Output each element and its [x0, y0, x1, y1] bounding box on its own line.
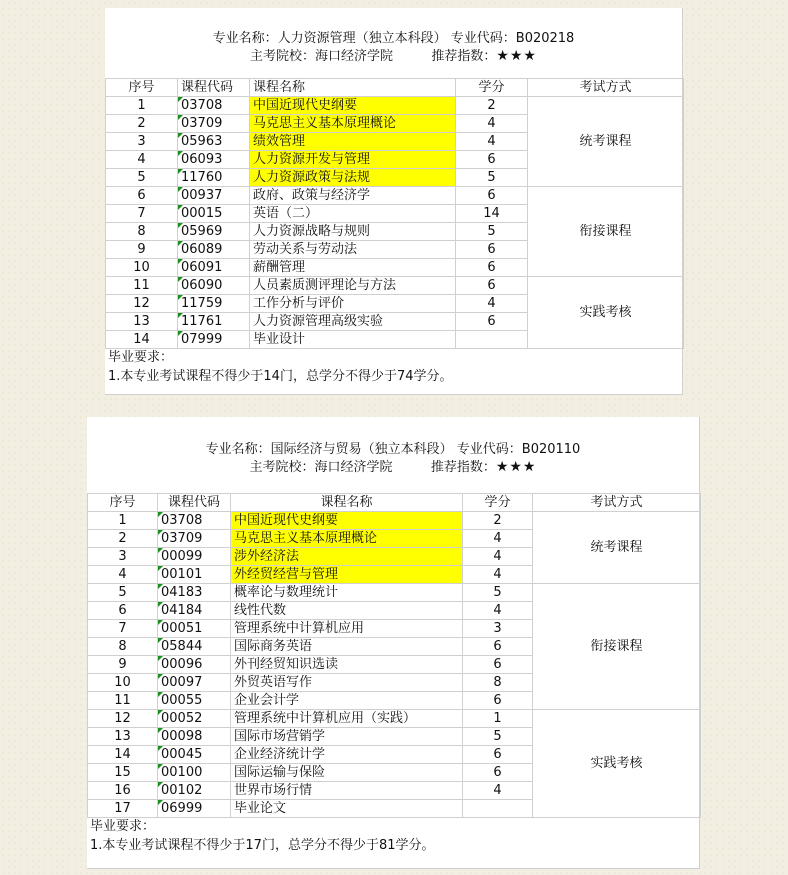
course-code: 06089 — [178, 241, 250, 259]
exam-school: 主考院校：海口经济学院 — [250, 49, 394, 64]
course-code: 06090 — [178, 277, 250, 295]
course-code: 00051 — [158, 620, 231, 638]
row-number: 13 — [88, 728, 158, 746]
course-credit: 4 — [456, 115, 528, 133]
course-code: 00101 — [158, 566, 231, 584]
course-credit — [456, 331, 528, 349]
row-number: 13 — [106, 313, 178, 331]
course-name: 线性代数 — [231, 602, 463, 620]
row-number: 10 — [88, 674, 158, 692]
exam-school: 主考院校：海口经济学院 — [249, 460, 393, 475]
course-name: 绩效管理 — [250, 133, 456, 151]
col-header-name: 课程名称 — [250, 79, 456, 97]
course-code: 00096 — [158, 656, 231, 674]
course-name: 毕业论文 — [231, 800, 463, 818]
requirement-text: 1.本专业考试课程不得少于17门，总学分不得少于81学分。 — [90, 838, 435, 853]
curriculum-card-trade — [87, 417, 700, 869]
course-credit: 4 — [463, 782, 533, 800]
course-name: 人力资源战略与规则 — [250, 223, 456, 241]
row-number: 6 — [106, 187, 178, 205]
course-code: 03708 — [178, 97, 250, 115]
col-header-exam: 考试方式 — [533, 494, 701, 512]
course-name: 英语（二） — [250, 205, 456, 223]
col-header-name: 课程名称 — [231, 494, 463, 512]
row-number: 3 — [88, 548, 158, 566]
course-credit: 4 — [456, 295, 528, 313]
row-number: 14 — [106, 331, 178, 349]
course-code: 00100 — [158, 764, 231, 782]
course-name: 国际市场营销学 — [231, 728, 463, 746]
recommend-label: 推荐指数： — [430, 460, 496, 475]
course-name: 国际商务英语 — [231, 638, 463, 656]
course-credit: 6 — [456, 151, 528, 169]
row-number: 14 — [88, 746, 158, 764]
row-number: 1 — [106, 97, 178, 115]
row-number: 9 — [88, 656, 158, 674]
course-name: 涉外经济法 — [231, 548, 463, 566]
exam-method: 实践考核 — [528, 277, 684, 349]
course-credit: 6 — [456, 313, 528, 331]
course-name: 外贸英语写作 — [231, 674, 463, 692]
course-credit: 4 — [463, 566, 533, 584]
course-name: 概率论与数理统计 — [231, 584, 463, 602]
course-name: 人力资源开发与管理 — [250, 151, 456, 169]
requirement-text: 1.本专业考试课程不得少于14门，总学分不得少于74学分。 — [108, 369, 453, 384]
course-code: 00055 — [158, 692, 231, 710]
col-header-code: 课程代码 — [178, 79, 250, 97]
course-credit: 6 — [463, 638, 533, 656]
course-name: 薪酬管理 — [250, 259, 456, 277]
row-number: 4 — [106, 151, 178, 169]
course-code: 04184 — [158, 602, 231, 620]
course-name: 人力资源政策与法规 — [250, 169, 456, 187]
row-number: 3 — [106, 133, 178, 151]
course-credit: 4 — [463, 548, 533, 566]
row-number: 5 — [88, 584, 158, 602]
course-credit: 8 — [463, 674, 533, 692]
col-header-no: 序号 — [106, 79, 178, 97]
course-name: 人员素质测评理论与方法 — [250, 277, 456, 295]
row-number: 10 — [106, 259, 178, 277]
table-row — [106, 97, 684, 115]
course-code: 05963 — [178, 133, 250, 151]
course-credit: 6 — [463, 692, 533, 710]
course-code: 06999 — [158, 800, 231, 818]
course-credit: 4 — [463, 530, 533, 548]
row-number: 7 — [106, 205, 178, 223]
row-number: 15 — [88, 764, 158, 782]
course-credit: 6 — [463, 764, 533, 782]
course-code: 06093 — [178, 151, 250, 169]
course-credit: 6 — [463, 746, 533, 764]
course-code: 00097 — [158, 674, 231, 692]
course-credit: 4 — [456, 133, 528, 151]
course-code: 00937 — [178, 187, 250, 205]
course-code: 11759 — [178, 295, 250, 313]
course-table — [105, 78, 684, 349]
course-name: 工作分析与评价 — [250, 295, 456, 313]
row-number: 1 — [88, 512, 158, 530]
course-code: 07999 — [178, 331, 250, 349]
star-rating-icon: ★★★ — [496, 48, 537, 64]
course-name: 毕业设计 — [250, 331, 456, 349]
course-code: 05844 — [158, 638, 231, 656]
course-name: 世界市场行情 — [231, 782, 463, 800]
table-header-row — [106, 79, 684, 97]
course-credit: 6 — [456, 277, 528, 295]
course-credit: 5 — [463, 584, 533, 602]
course-code: 11760 — [178, 169, 250, 187]
course-credit: 2 — [463, 512, 533, 530]
course-name: 企业会计学 — [231, 692, 463, 710]
course-credit: 14 — [456, 205, 528, 223]
row-number: 6 — [88, 602, 158, 620]
course-code: 06091 — [178, 259, 250, 277]
star-rating-icon: ★★★ — [495, 459, 537, 475]
course-code: 00099 — [158, 548, 231, 566]
recommend-label: 推荐指数： — [431, 49, 497, 64]
course-code: 04183 — [158, 584, 231, 602]
course-credit: 1 — [463, 710, 533, 728]
col-header-credit: 学分 — [456, 79, 528, 97]
course-credit: 3 — [463, 620, 533, 638]
row-number: 5 — [106, 169, 178, 187]
course-name: 外经贸经营与管理 — [231, 566, 463, 584]
course-code: 03709 — [178, 115, 250, 133]
table-header-row — [88, 494, 701, 512]
course-name: 马克思主义基本原理概论 — [250, 115, 456, 133]
course-code: 00102 — [158, 782, 231, 800]
course-code: 00015 — [178, 205, 250, 223]
course-credit — [463, 800, 533, 818]
requirement-title: 毕业要求： — [108, 350, 174, 365]
exam-method: 衔接课程 — [528, 187, 684, 277]
course-name: 管理系统中计算机应用（实践） — [231, 710, 463, 728]
course-credit: 6 — [463, 656, 533, 674]
row-number: 9 — [106, 241, 178, 259]
course-credit: 2 — [456, 97, 528, 115]
course-code: 05969 — [178, 223, 250, 241]
course-code: 03709 — [158, 530, 231, 548]
course-name: 人力资源管理高级实验 — [250, 313, 456, 331]
col-header-exam: 考试方式 — [528, 79, 684, 97]
row-number: 11 — [106, 277, 178, 295]
course-credit: 4 — [463, 602, 533, 620]
row-number: 2 — [88, 530, 158, 548]
major-title: 专业名称：国际经济与贸易（独立本科段） 专业代码：B020110 — [205, 442, 581, 457]
curriculum-card-hr — [105, 8, 683, 395]
course-name: 政府、政策与经济学 — [250, 187, 456, 205]
course-credit: 5 — [456, 169, 528, 187]
row-number: 4 — [88, 566, 158, 584]
row-number: 7 — [88, 620, 158, 638]
course-name: 马克思主义基本原理概论 — [231, 530, 463, 548]
course-name: 外刊经贸知识选读 — [231, 656, 463, 674]
course-credit: 5 — [463, 728, 533, 746]
table-row — [88, 584, 701, 602]
course-name: 劳动关系与劳动法 — [250, 241, 456, 259]
table-row — [88, 710, 701, 728]
row-number: 2 — [106, 115, 178, 133]
course-credit: 6 — [456, 259, 528, 277]
exam-method: 衔接课程 — [533, 584, 701, 710]
requirement-title: 毕业要求： — [90, 819, 156, 834]
course-credit: 5 — [456, 223, 528, 241]
course-name: 管理系统中计算机应用 — [231, 620, 463, 638]
course-credit: 6 — [456, 187, 528, 205]
major-title: 专业名称：人力资源管理（独立本科段） 专业代码：B020218 — [212, 31, 575, 46]
row-number: 11 — [88, 692, 158, 710]
exam-method: 统考课程 — [528, 97, 684, 187]
course-name: 中国近现代史纲要 — [250, 97, 456, 115]
table-row — [88, 512, 701, 530]
exam-method: 实践考核 — [533, 710, 701, 818]
exam-method: 统考课程 — [533, 512, 701, 584]
course-name: 国际运输与保险 — [231, 764, 463, 782]
course-credit: 6 — [456, 241, 528, 259]
row-number: 17 — [88, 800, 158, 818]
course-code: 00098 — [158, 728, 231, 746]
course-code: 00052 — [158, 710, 231, 728]
col-header-credit: 学分 — [463, 494, 533, 512]
course-code: 11761 — [178, 313, 250, 331]
row-number: 12 — [106, 295, 178, 313]
table-row — [106, 277, 684, 295]
col-header-code: 课程代码 — [158, 494, 231, 512]
course-code: 00045 — [158, 746, 231, 764]
table-row — [106, 187, 684, 205]
course-table — [87, 493, 701, 818]
row-number: 12 — [88, 710, 158, 728]
row-number: 8 — [106, 223, 178, 241]
course-name: 企业经济统计学 — [231, 746, 463, 764]
col-header-no: 序号 — [88, 494, 158, 512]
course-name: 中国近现代史纲要 — [231, 512, 463, 530]
course-code: 03708 — [158, 512, 231, 530]
row-number: 16 — [88, 782, 158, 800]
row-number: 8 — [88, 638, 158, 656]
